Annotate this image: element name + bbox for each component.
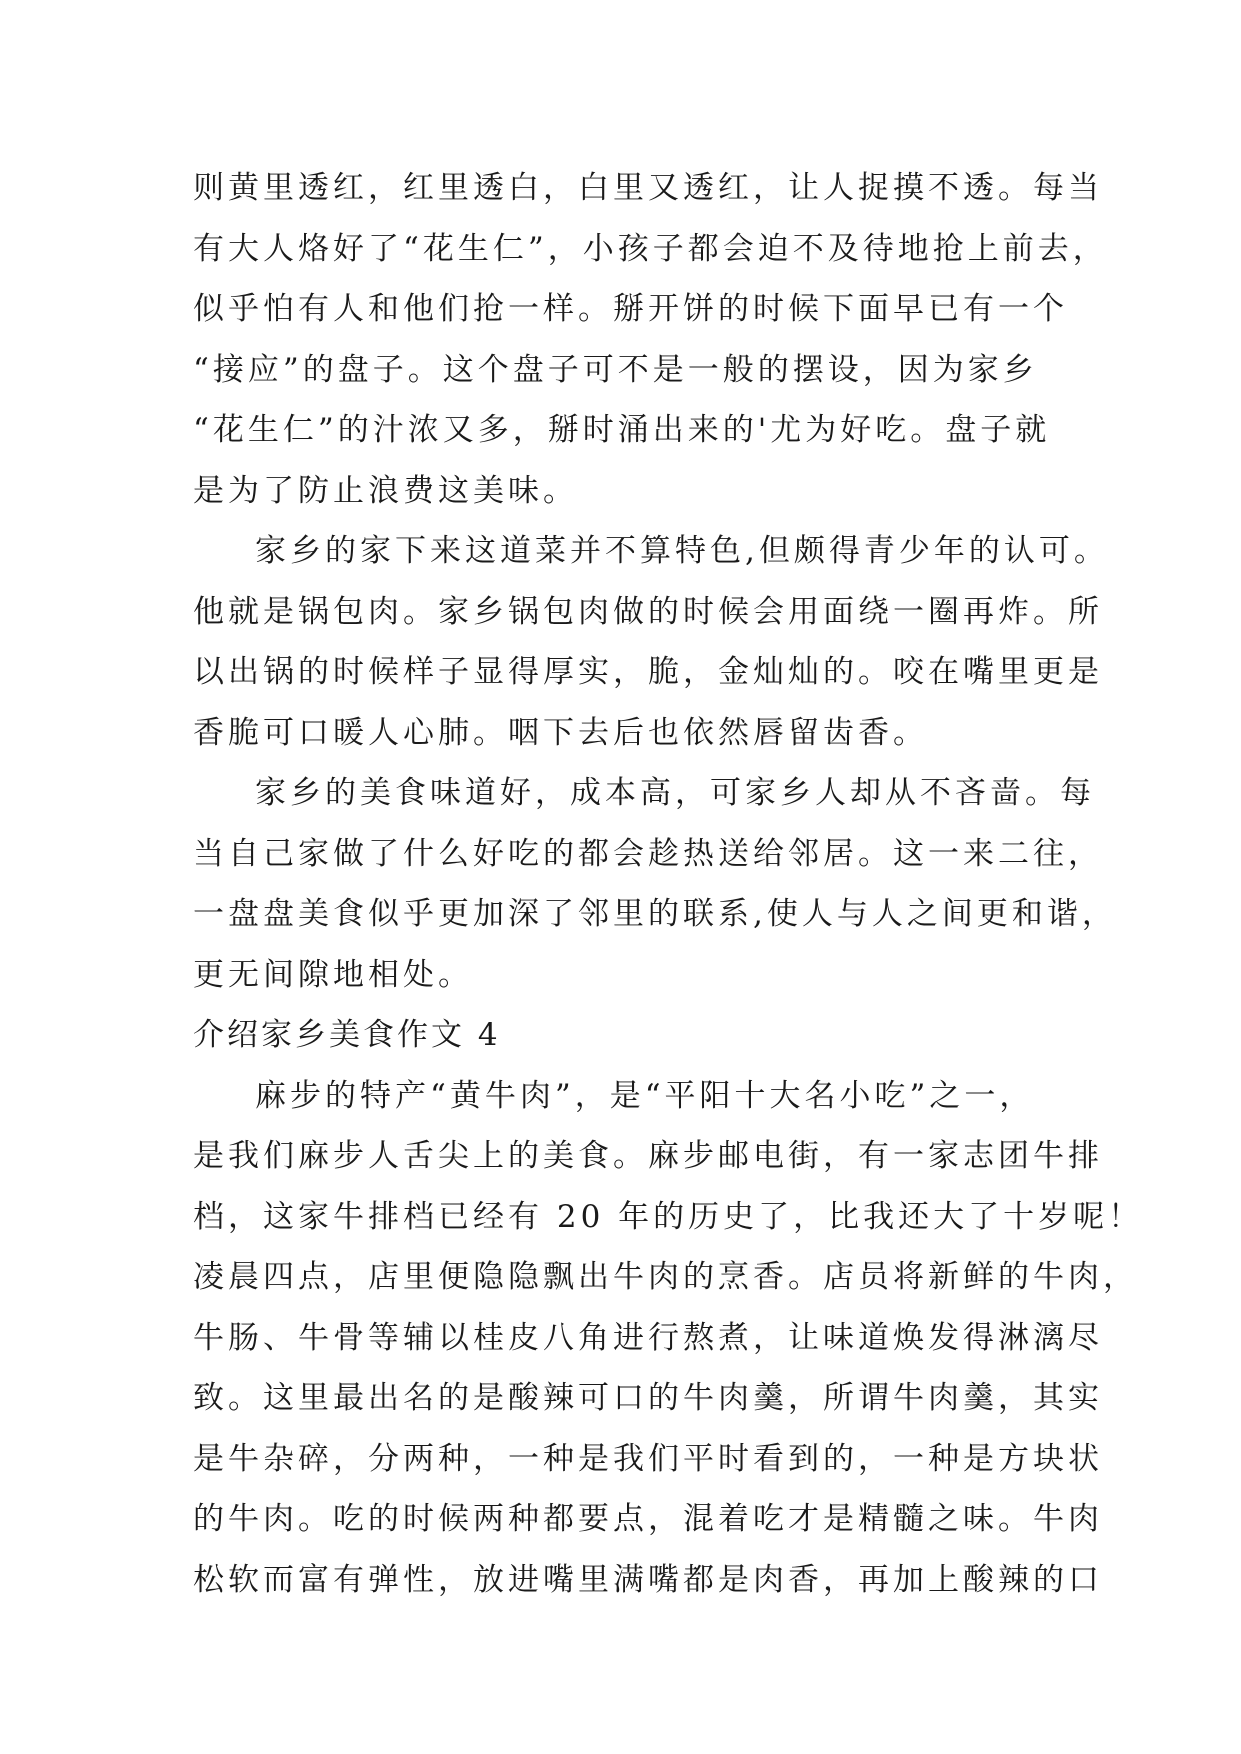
paragraph-2	[193, 521, 1109, 763]
text-line: 似乎怕有人和他们抢一样。掰开饼的时候下面早已有一个	[193, 291, 1068, 327]
text-line: 的牛肉。吃的时候两种都要点，混着吃才是精髓之味。牛肉	[193, 1501, 1103, 1537]
paragraph-1	[193, 158, 1108, 521]
text-line: 档，这家牛排档已经有 20 年的历史了，比我还大了十岁呢！	[193, 1198, 1144, 1235]
text-line: “花生仁”的汁浓又多，掰时涌出来的'尤为好吃。盘子就	[193, 412, 1051, 448]
text-line: 是牛杂碎，分两种，一种是我们平时看到的，一种是方块状	[193, 1440, 1103, 1477]
text-line: 家乡的家下来这道菜并不算特色,但颇得青少年的认可。	[255, 533, 1109, 569]
paragraph-4	[193, 1066, 1144, 1611]
text-line: 凌晨四点，店里便隐隐飘出牛肉的烹香。店员将新鲜的牛肉，	[193, 1259, 1138, 1295]
text-line: 以出锅的时候样子显得厚实，脆，金灿灿的。咬在嘴里更是	[193, 654, 1103, 690]
text-line: 麻步的特产“黄牛肉”，是“平阳十大名小吃”之一，	[255, 1077, 1035, 1114]
text-line: “接应”的盘子。这个盘子可不是一般的摆设，因为家乡	[193, 351, 1038, 388]
section-heading: 介绍家乡美食作文 4	[193, 1017, 501, 1053]
text-line: 致。这里最出名的是酸辣可口的牛肉羹，所谓牛肉羹，其实	[193, 1380, 1103, 1416]
document-body	[193, 158, 1144, 1610]
text-line: 是我们麻步人舌尖上的美食。麻步邮电街，有一家志团牛排	[193, 1138, 1103, 1174]
text-line: 牛肠、牛骨等辅以桂皮八角进行熬煮，让味道焕发得淋漓尽	[193, 1319, 1103, 1356]
text-line: 更无间隙地相处。	[193, 956, 473, 993]
text-line: 香脆可口暖人心肺。咽下去后也依然唇留齿香。	[193, 714, 928, 751]
text-line: 有大人烙好了“花生仁”，小孩子都会迫不及待地抢上前去，	[193, 230, 1108, 267]
text-line: 是为了防止浪费这美味。	[193, 472, 578, 509]
text-line: 一盘盘美食似乎更加深了邻里的联系,使人与人之间更和谐，	[193, 896, 1117, 932]
text-line: 则黄里透红，红里透白，白里又透红，让人捉摸不透。每当	[193, 170, 1103, 206]
text-line: 家乡的美食味道好，成本高，可家乡人却从不吝啬。每	[255, 775, 1095, 811]
text-line: 松软而富有弹性，放进嘴里满嘴都是肉香，再加上酸辣的口	[193, 1561, 1103, 1598]
paragraph-3	[193, 763, 1117, 1005]
text-line: 他就是锅包肉。家乡锅包肉做的时候会用面绕一圈再炸。所	[193, 593, 1103, 630]
text-line: 当自己家做了什么好吃的都会趁热送给邻居。这一来二往，	[193, 835, 1103, 872]
